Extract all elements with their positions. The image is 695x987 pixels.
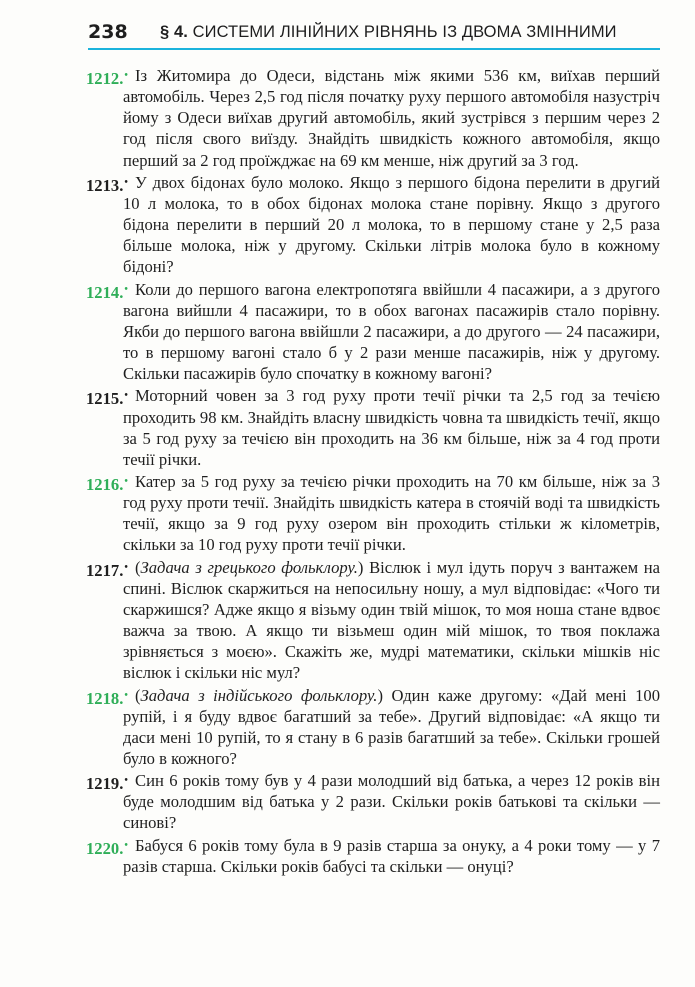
- problem-1214: [86, 279, 660, 385]
- problem-number: 1217.•: [86, 560, 128, 580]
- problem-text: Моторний човен за 3 год руху проти течії річки та 2,5 год за течією проходить 98 км. Знайдіть власну швидкість човна та швидкість течії, якщо за 5 год руху за течією він проходить на 36 км більше, ніж за 4 год проти течії річки.: [123, 386, 660, 469]
- problem-text: Коли до першого вагона електропотяга ввійшли 4 пасажири, а з другого вагона вийшли 4 пасажири, то в обох вагонах пасажирів стало порівну. Якби до першого вагона ввійшли 2 пасажири, а до другого — 24 пасажири, то в першому вагоні стало б у 2 рази менше пасажирів, ніж у другому. Скільки пасажирів було спочатку в кожному вагоні?: [123, 279, 660, 384]
- problem-1212: [86, 65, 660, 171]
- section-title: [160, 23, 617, 42]
- problem-list: [86, 65, 660, 878]
- problem-1217: [86, 557, 660, 684]
- section-title-text: СИСТЕМИ ЛІНІЙНИХ РІВНЯНЬ ІЗ ДВОМА ЗМІННИМИ: [192, 23, 617, 41]
- problem-text: Бабуся 6 років тому була в 9 разів старша за онуку, а 4 роки тому — у 7 разів старша. Скільки років бабусі та скільки — онуці?: [123, 835, 660, 876]
- problem-number: 1219.•: [86, 774, 128, 794]
- problem-number: 1214.•: [86, 282, 128, 302]
- section-mark: § 4.: [160, 23, 188, 41]
- problem-1218: [86, 685, 660, 770]
- problem-number: 1218.•: [86, 688, 128, 708]
- difficulty-marker: •: [124, 176, 128, 188]
- difficulty-marker: •: [124, 561, 128, 573]
- problem-source: Задача з індійського фольклору.: [140, 685, 378, 705]
- difficulty-marker: •: [124, 70, 128, 81]
- problem-text: Із Житомира до Одеси, відстань між якими 536 км, виїхав перший автомобіль. Через 2,5 год після початку руху першого автомобіля назустріч йому з Одеси виїхав другий автомобіль, який зустрівся з першим через 2 год після свого виїзду. Знайдіть швидкість кожного автомобіля, якщо перший за 2 год проїжджає на 69 км менше, ніж другий за 3 год.: [123, 66, 660, 170]
- problem-number: 1212.•: [86, 69, 128, 88]
- problem-number: 1220.•: [86, 838, 128, 858]
- problem-text: Катер за 5 год руху за течією річки проходить на 70 км більше, ніж за 3 год руху проти течії. Знайдіть швидкість катера в стоячій воді та швидкість течії, якщо за 9 год руху озером він проходить стільки ж кілометрів, скільки за 10 год руху проти течії річки.: [123, 471, 660, 555]
- problem-number: 1215.•: [86, 389, 128, 409]
- difficulty-marker: •: [124, 839, 128, 851]
- problem-number: 1213.•: [86, 175, 128, 195]
- problem-1220: [86, 835, 660, 877]
- problem-1219: [86, 770, 660, 833]
- difficulty-marker: •: [124, 475, 128, 487]
- problem-text: (Задача з індійського фольклору.) Один каже другому: «Дай мені 100 рупій, і я буду вдвоє багатший за тебе». Другий відповідає: «А якщо ти даси мені 10 рупій, то я стану в 6 разів багатший за тебе». Скільки грошей було в кожного?: [123, 685, 660, 768]
- difficulty-marker: •: [124, 390, 128, 402]
- problem-text: У двох бідонах було молоко. Якщо з першого бідона перелити в другий 10 л молока, то в обох бідонах молока стане порівну. Якщо з другого бідона перелити в перший 20 л молока, то в першому стане у 2,5 раза більше молока, ніж у другому. Скільки літрів молока було в кожному бідоні?: [123, 172, 660, 277]
- problem-number: 1216.•: [86, 474, 128, 494]
- difficulty-marker: •: [124, 689, 128, 701]
- difficulty-marker: •: [124, 283, 128, 295]
- problem-1215: [86, 385, 660, 470]
- problem-text: Син 6 років тому був у 4 рази молодший від батька, а через 12 років він буде молодшим від батька у 2 рази. Скільки років батькові та скільки — синові?: [123, 771, 660, 833]
- difficulty-marker: •: [124, 775, 128, 787]
- page-number: 238: [88, 21, 128, 43]
- problem-text: (Задача з грецького фольклору.) Віслюк і мул ідуть поруч з вантажем на спині. Віслюк скаржиться на непосильну ношу, а мул відповідає: «Чого ти скаржишся? Адже якщо я візьму один твій мішок, то моя ноша стане вдвоє важча за твою. А якщо ти візьмеш один мій мішок, то твоя поклажа зрівняється з моєю». Скажіть же, мудрі математики, скільки мішків ніс віслюк і скільки ніс мул?: [123, 557, 660, 683]
- problem-1213: [86, 172, 660, 278]
- page-header: [88, 18, 660, 50]
- problem-source: Задача з грецького фольклору.: [140, 557, 358, 577]
- problem-1216: [86, 471, 660, 556]
